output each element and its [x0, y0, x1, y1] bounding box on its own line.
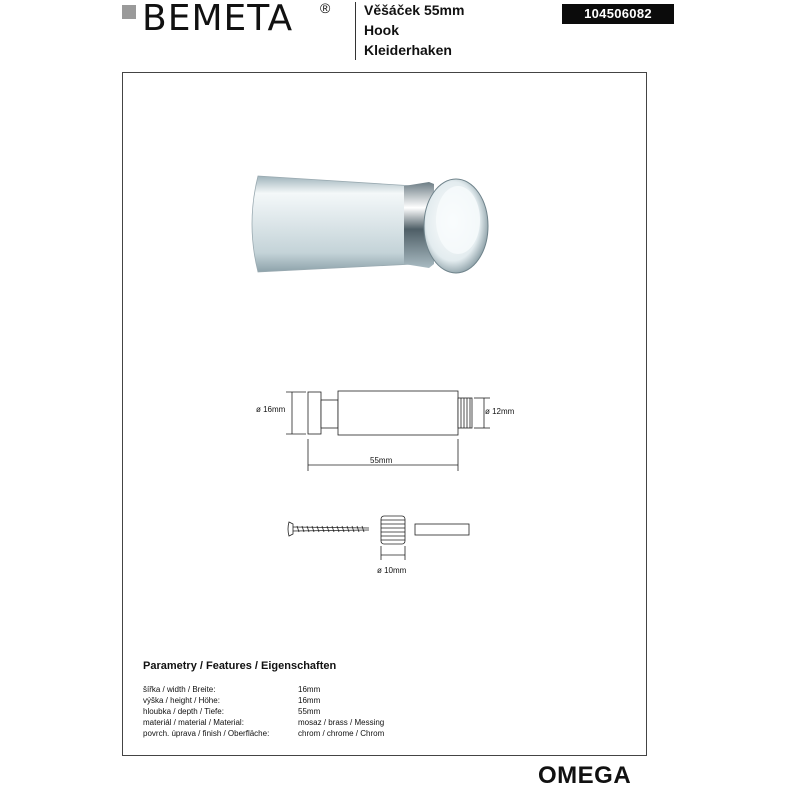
logo-square-icon [122, 5, 136, 19]
spec-label: povrch. úprava / finish / Oberfläche: [143, 729, 270, 738]
brand-name: BEMETA [142, 0, 294, 39]
features-section [143, 660, 385, 739]
title-de: Kleiderhaken [364, 42, 452, 58]
spec-value: 16mm [298, 685, 321, 694]
product-code-badge: 104506082 [562, 4, 674, 24]
features-heading: Parametry / Features / Eigenschaften [143, 660, 337, 672]
header-divider [355, 2, 356, 60]
spec-value: 55mm [298, 707, 321, 716]
spec-row [143, 695, 336, 706]
spec-value: chrom / chrome / Chrom [298, 729, 385, 738]
spec-row [143, 706, 336, 717]
dim-length: 55mm [370, 456, 393, 465]
spec-row [143, 717, 385, 728]
spec-row [143, 684, 336, 695]
registered-mark: ® [320, 0, 331, 16]
spec-label: výška / height / Höhe: [143, 696, 220, 705]
title-cz: Věšáček 55mm [364, 2, 465, 18]
dim-dowel-diameter: ø 10mm [377, 566, 407, 575]
spec-label: šířka / width / Breite: [143, 685, 216, 694]
hook-body [252, 176, 414, 272]
dim-diameter-large: ø 16mm [256, 405, 286, 414]
spec-label: materiál / material / Material: [143, 718, 244, 727]
product-titles [364, 0, 464, 60]
product-photo [244, 168, 492, 278]
series-name: OMEGA [538, 762, 632, 789]
spec-row [143, 728, 385, 739]
spec-value: 16mm [298, 696, 321, 705]
dimension-drawing [250, 385, 540, 475]
dim-diameter-small: ø 12mm [485, 407, 515, 416]
spec-label: hloubka / depth / Tiefe: [143, 707, 224, 716]
spec-value: mosaz / brass / Messing [298, 718, 385, 727]
brand-logo [120, 0, 340, 40]
title-en: Hook [364, 22, 399, 38]
